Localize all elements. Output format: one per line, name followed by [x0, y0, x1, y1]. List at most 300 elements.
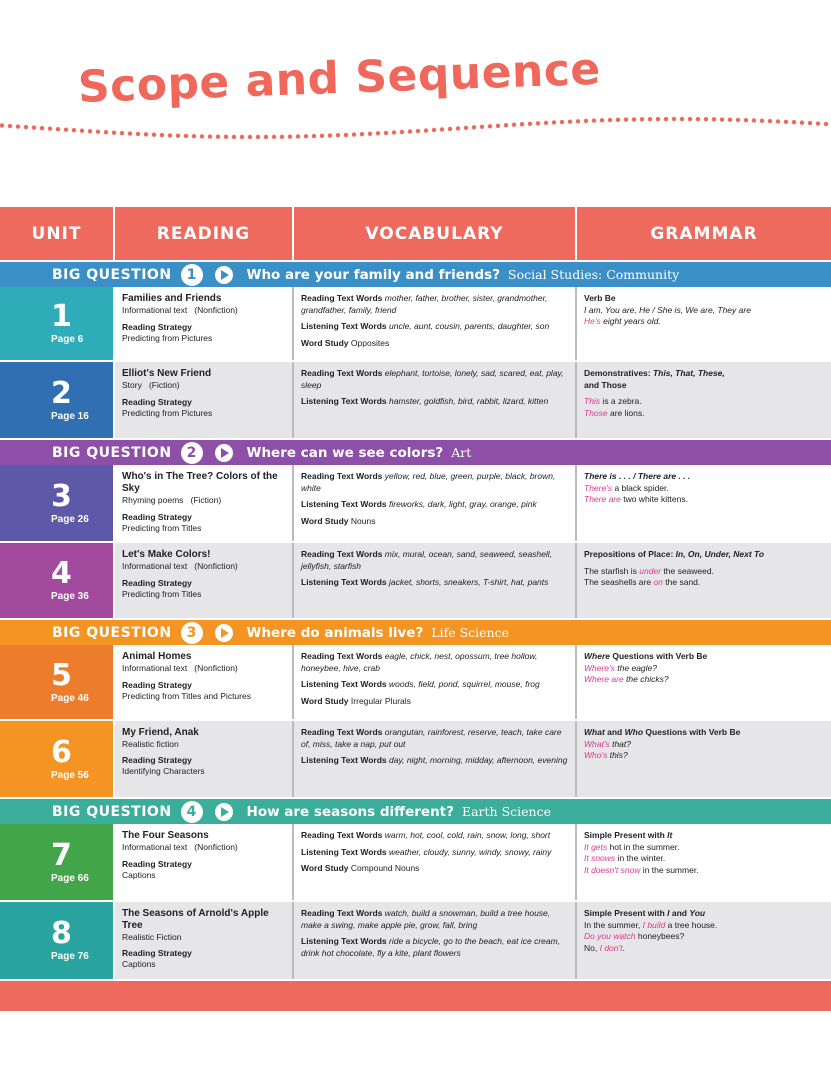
rtw-words: mix, mural, ocean, sand, seaweed, seashell, jellyfish, starfish: [301, 549, 553, 571]
wave-dot: [800, 120, 804, 124]
question-subject: Art: [451, 445, 472, 460]
wave-dot: [304, 134, 308, 138]
strategy-value: Predicting from Titles: [122, 589, 202, 599]
grammar-example-3b: .: [622, 942, 625, 953]
grammar-example-3a: No,: [584, 942, 600, 953]
rtw-label: Reading Text Words: [301, 368, 383, 378]
strategy-label: Reading Strategy: [122, 858, 192, 869]
wave-dot: [784, 120, 788, 124]
wave-dot: [232, 135, 236, 139]
grammar-example-2: eight years old.: [600, 316, 661, 326]
big-question-label: BIG QUESTION: [52, 266, 172, 283]
wave-dot: [272, 135, 276, 139]
strategy-value: Captions: [122, 870, 156, 880]
grammar-highlight: It gets: [584, 841, 608, 852]
ltw-label: Listening Text Words: [301, 577, 387, 587]
question-text: Who are your family and friends?: [246, 266, 501, 283]
question-text: Where can we see colors?: [246, 444, 444, 461]
big-question-label: BIG QUESTION: [52, 624, 172, 641]
wave-dot: [728, 118, 732, 122]
ltw-words: ride a bicycle, go to the beach, eat ice cream, drink hot chocolate, fly a kite, plant flowers: [301, 936, 561, 958]
grammar-title-words-2: You: [689, 908, 706, 918]
strategy-label: Reading Strategy: [122, 321, 192, 332]
grammar-title: Questions with Verb Be: [609, 651, 708, 661]
wave-dot: [600, 118, 604, 122]
reading-cell: [115, 543, 294, 618]
grammar-highlight: Those: [584, 407, 608, 418]
unit-row-1: [0, 287, 831, 362]
reading-title: Who's in The Tree? Colors of the Sky: [122, 471, 278, 494]
grammar-example-1b: the seaweed.: [661, 565, 714, 576]
ws-value: Nouns: [350, 515, 376, 526]
question-number-badge: 4: [181, 801, 203, 823]
grammar-title: Simple Present with: [584, 830, 668, 840]
play-icon[interactable]: [215, 803, 233, 821]
wave-dot: [72, 128, 76, 132]
wave-dot: [344, 133, 348, 137]
grammar-title: Verb Be: [584, 293, 616, 303]
unit-number: 5: [51, 657, 72, 693]
grammar-highlight: What's: [584, 738, 610, 749]
wave-dot: [776, 119, 780, 123]
grammar-example-1: the eagle?: [614, 662, 657, 673]
wave-dot: [400, 130, 404, 134]
question-subject: Social Studies: Community: [508, 267, 680, 282]
wave-dot: [8, 124, 12, 128]
wave-dot: [552, 120, 556, 124]
wave-dot: [248, 135, 252, 139]
unit-page: Page 56: [51, 769, 89, 781]
wave-dot: [216, 135, 220, 139]
strategy-value: Predicting from Titles and Pictures: [122, 691, 251, 701]
grammar-highlight: It snows: [584, 853, 616, 863]
wave-dot: [528, 122, 532, 126]
wave-dot: [80, 129, 84, 133]
strategy-value: Captions: [122, 959, 156, 969]
rtw-label: Reading Text Words: [301, 727, 383, 737]
wave-dot: [680, 117, 684, 121]
wave-dot: [208, 134, 212, 138]
wave-dot: [48, 126, 52, 130]
wave-dot: [64, 128, 68, 132]
grammar-example-2: are lions.: [607, 407, 645, 418]
rtw-label: Reading Text Words: [301, 830, 383, 840]
reading-title: Let's Make Colors!: [122, 549, 211, 560]
header-unit: UNIT: [0, 207, 115, 260]
question-text: Where do animals live?: [246, 624, 424, 641]
ws-label: Word Study: [301, 863, 349, 873]
wave-dot: [392, 130, 396, 134]
wave-dot: [736, 118, 740, 122]
rtw-words: mother, father, brother, sister, grandmother, grandfather, family, friend: [301, 293, 548, 315]
rtw-label: Reading Text Words: [301, 293, 383, 303]
wave-dot: [88, 129, 92, 133]
wave-dot: [520, 122, 524, 126]
table-header: [0, 207, 831, 262]
grammar-example-1: I am, You are, He / She is, We are, They are: [584, 304, 751, 315]
ws-label: Word Study: [301, 695, 349, 706]
rtw-label: Reading Text Words: [301, 549, 383, 559]
wave-dot: [408, 129, 412, 133]
rtw-words: elephant, tortoise, lonely, sad, scared, eat, play, sleep: [301, 368, 564, 390]
wave-dot: [768, 119, 772, 123]
wave-dot: [328, 133, 332, 137]
wave-dot: [176, 133, 180, 137]
unit-number: 6: [51, 734, 72, 770]
grammar-title-words: In, On, Under, Next To: [675, 549, 765, 559]
grammar-cell: [577, 543, 831, 618]
wave-dot: [416, 129, 420, 133]
rtw-label: Reading Text Words: [301, 471, 383, 481]
grammar-highlight: on: [653, 577, 663, 587]
wave-dot: [568, 119, 572, 123]
genre: (Fiction): [148, 380, 180, 390]
grammar-highlight: There are: [584, 494, 621, 504]
unit-number-cell: [0, 902, 115, 979]
reading-cell: [115, 287, 294, 360]
wave-dot: [264, 135, 268, 139]
grammar-title: Simple Present with: [584, 908, 668, 918]
grammar-cell: [577, 721, 831, 797]
unit-page: Page 36: [51, 591, 89, 602]
wave-dot: [672, 117, 676, 121]
wave-dot: [184, 134, 188, 138]
big-question-1: [0, 262, 831, 287]
wave-dot: [384, 131, 388, 135]
rtw-words: warm, hot, cool, cold, rain, snow, long, short: [384, 830, 551, 840]
question-number-badge: 3: [181, 622, 203, 644]
grammar-cell: [577, 287, 831, 360]
ltw-words: uncle, aunt, cousin, parents, daughter, son: [389, 321, 550, 331]
reading-title: Animal Homes: [122, 651, 192, 662]
unit-number: 8: [51, 916, 72, 951]
wave-dot: [688, 117, 692, 121]
unit-number-cell: [0, 465, 115, 541]
grammar-example-2: honeybees?: [635, 931, 685, 941]
wave-dot: [792, 120, 796, 124]
wave-dot: [464, 126, 468, 130]
wave-dot: [320, 134, 324, 138]
wave-dot: [360, 132, 364, 136]
rtw-words: eagle, chick, nest, opossum, tree hollow, honeybee, hive, crab: [301, 651, 538, 673]
wave-dot: [56, 127, 60, 131]
grammar-highlight: Who's: [584, 750, 608, 760]
wave-dot: [168, 133, 172, 137]
header-reading: READING: [115, 207, 294, 260]
wave-dot: [624, 117, 628, 121]
strategy-label: Reading Strategy: [122, 577, 192, 588]
vocabulary-cell: [294, 362, 577, 438]
unit-row-4: [0, 543, 831, 620]
grammar-example-3: in the summer.: [640, 864, 699, 875]
ws-value: Irregular Plurals: [350, 695, 411, 706]
ltw-label: Listening Text Words: [301, 499, 387, 509]
grammar-title-words: Where: [584, 651, 610, 661]
wave-dot: [120, 131, 124, 135]
unit-row-3: [0, 465, 831, 543]
wave-dot: [240, 135, 244, 139]
grammar-example-2b: the sand.: [662, 577, 701, 587]
big-question-4: [0, 799, 831, 824]
ltw-label: Listening Text Words: [301, 755, 387, 765]
grammar-highlight: Where's: [584, 662, 615, 673]
grammar-example-1a: The starfish is: [584, 565, 640, 576]
ws-value: Compound Nouns: [350, 863, 420, 873]
vocabulary-cell: [294, 721, 577, 797]
unit-number-cell: [0, 362, 115, 438]
grammar-title: There is . . . / There are . . .: [584, 471, 691, 481]
reading-cell: [115, 362, 294, 438]
reading-title: The Seasons of Arnold's Apple Tree: [122, 908, 269, 931]
strategy-value: Predicting from Titles: [122, 523, 202, 533]
wave-dot: [488, 124, 492, 128]
vocabulary-cell: [294, 287, 577, 360]
strategy-label: Reading Strategy: [122, 754, 192, 765]
strategy-label: Reading Strategy: [122, 679, 192, 690]
wave-dot: [312, 134, 316, 138]
grammar-cell: [577, 465, 831, 541]
unit-number-cell: [0, 645, 115, 719]
unit-number: 3: [51, 478, 72, 514]
grammar-example-1: a black spider.: [612, 482, 669, 493]
wave-dot: [440, 127, 444, 131]
wave-dot: [368, 132, 372, 136]
unit-page: Page 26: [51, 513, 89, 525]
wave-dot: [160, 133, 164, 137]
play-icon[interactable]: [215, 266, 233, 284]
unit-row-6: [0, 721, 831, 799]
genre: (Nonfiction): [194, 842, 238, 852]
grammar-cell: [577, 824, 831, 900]
header-vocabulary: VOCABULARY: [294, 207, 577, 260]
wave-dot: [472, 125, 476, 129]
unit-number: 2: [51, 375, 72, 411]
wave-dot: [480, 125, 484, 129]
unit-row-5: [0, 645, 831, 721]
wave-dot: [632, 117, 636, 121]
wave-dot: [712, 117, 716, 121]
wave-dot: [32, 125, 36, 129]
grammar-title-cont: and Those: [584, 379, 627, 390]
unit-page: Page 76: [51, 951, 89, 962]
strategy-label: Reading Strategy: [122, 396, 192, 407]
reading-cell: [115, 721, 294, 797]
grammar-title-words: I: [667, 908, 670, 918]
unit-number: 4: [51, 556, 72, 591]
wave-dot: [456, 126, 460, 130]
reading-cell: [115, 465, 294, 541]
wave-dot: [704, 117, 708, 121]
wave-dot: [288, 134, 292, 138]
ltw-label: Listening Text Words: [301, 679, 387, 689]
big-question-3: [0, 620, 831, 645]
wave-dot: [0, 123, 4, 127]
grammar-title-words: What: [584, 727, 605, 737]
unit-number: 1: [51, 299, 72, 334]
vocabulary-cell: [294, 645, 577, 719]
rtw-label: Reading Text Words: [301, 908, 383, 918]
reading-title: The Four Seasons: [122, 830, 209, 841]
text-type: Informational text: [122, 663, 188, 673]
strategy-label: Reading Strategy: [122, 511, 192, 522]
text-type: Informational text: [122, 305, 188, 315]
unit-row-8: [0, 902, 831, 981]
wave-dot: [224, 135, 228, 139]
grammar-highlight: It doesn't snow: [584, 864, 641, 875]
text-type: Rhyming poems: [122, 495, 184, 505]
wave-dot: [744, 118, 748, 122]
reading-title: Elliot's New Friend: [122, 368, 212, 379]
genre: (Fiction): [190, 495, 222, 505]
wave-dot: [496, 124, 500, 128]
unit-number-cell: [0, 721, 115, 797]
grammar-example-1: is a zebra.: [600, 396, 642, 406]
grammar-title-words: This, That, These,: [652, 368, 725, 378]
wave-dot: [664, 117, 668, 121]
rtw-label: Reading Text Words: [301, 651, 383, 661]
wave-dot: [336, 133, 340, 137]
reading-cell: [115, 645, 294, 719]
wave-dot: [648, 117, 652, 121]
wave-dot: [280, 135, 284, 139]
grammar-title-words-2: Who: [624, 727, 644, 737]
grammar-example-2: the chicks?: [623, 674, 669, 684]
header-grammar: GRAMMAR: [650, 223, 758, 244]
wave-dot: [144, 132, 148, 136]
wave-dot: [816, 121, 820, 125]
big-question-2: [0, 440, 831, 465]
wave-dot: [376, 131, 380, 135]
ltw-label: Listening Text Words: [301, 396, 387, 406]
unit-page: Page 66: [51, 872, 89, 884]
text-type: Realistic fiction: [122, 739, 179, 749]
grammar-example-2a: The seashells are: [584, 577, 654, 587]
wave-dot: [128, 131, 132, 135]
grammar-example-2: this?: [607, 750, 628, 760]
grammar-title-2: and: [669, 908, 690, 918]
wave-dot: [352, 132, 356, 136]
wave-dot: [192, 134, 196, 138]
ltw-label: Listening Text Words: [301, 936, 387, 946]
unit-number-cell: [0, 543, 115, 618]
play-icon[interactable]: [215, 624, 233, 642]
wave-dot: [640, 117, 644, 121]
unit-page: Page 46: [51, 692, 89, 704]
grammar-example-1: that?: [609, 738, 631, 749]
unit-page: Page 6: [51, 334, 84, 345]
unit-row-2: [0, 362, 831, 440]
text-type: Informational text: [122, 561, 188, 571]
big-question-label: BIG QUESTION: [52, 803, 172, 820]
strategy-value: Identifying Characters: [122, 766, 205, 776]
question-number-badge: 2: [181, 442, 203, 464]
wave-dot: [544, 121, 548, 125]
wave-dot: [152, 133, 156, 137]
ltw-words: day, night, morning, midday, afternoon, evening: [389, 755, 568, 765]
strategy-label: Reading Strategy: [122, 947, 192, 958]
wave-dot: [24, 125, 28, 129]
wave-dot: [96, 130, 100, 134]
vocabulary-cell: [294, 824, 577, 900]
wave-dot: [656, 117, 660, 121]
unit-number-cell: [0, 824, 115, 900]
page-title: Scope and Sequence: [77, 43, 602, 113]
big-question-label: BIG QUESTION: [52, 444, 172, 461]
wave-dot: [448, 127, 452, 131]
grammar-highlight: There's: [584, 482, 613, 493]
question-text: How are seasons different?: [246, 803, 454, 820]
question-number-badge: 1: [181, 264, 203, 286]
reading-cell: [115, 824, 294, 900]
wave-dot: [720, 117, 724, 121]
genre: (Nonfiction): [194, 305, 238, 315]
grammar-example-1: hot in the summer.: [607, 841, 680, 852]
ltw-words: fireworks, dark, light, gray, orange, pink: [389, 499, 537, 509]
unit-row-7: [0, 824, 831, 902]
wave-dot: [536, 121, 540, 125]
scope-sequence-table: [0, 207, 831, 1011]
genre: (Nonfiction): [194, 663, 238, 673]
grammar-cell: [577, 362, 831, 438]
wave-dot: [824, 122, 828, 126]
vocabulary-cell: [294, 902, 577, 979]
grammar-example-1a: In the summer,: [584, 919, 643, 930]
rtw-words: yellow, red, blue, green, purple, black, brown, white: [301, 471, 556, 493]
ltw-label: Listening Text Words: [301, 321, 387, 331]
grammar-cell: [577, 645, 831, 719]
grammar-title: and: [604, 727, 625, 737]
vocabulary-cell: [294, 543, 577, 618]
ltw-words: hamster, goldfish, bird, rabbit, lizard, kitten: [389, 396, 549, 406]
wave-dot: [424, 128, 428, 132]
wave-dot: [504, 123, 508, 127]
grammar-cell: [577, 902, 831, 979]
wave-dot: [696, 117, 700, 121]
ltw-words: woods, field, pond, squirrel, mouse, frog: [389, 679, 540, 689]
ltw-words: jacket, shorts, sneakers, T-shirt, hat, pants: [389, 577, 549, 587]
wave-dot: [200, 134, 204, 138]
ws-label: Word Study: [301, 515, 349, 526]
question-subject: Life Science: [431, 625, 510, 640]
grammar-example-2: two white kittens.: [620, 494, 688, 504]
wave-dot: [608, 118, 612, 122]
wave-dot: [112, 130, 116, 134]
grammar-highlight: under: [639, 565, 662, 576]
strategy-value: Predicting from Pictures: [122, 408, 213, 418]
text-type: Realistic Fiction: [122, 932, 182, 942]
ltw-words: weather, cloudy, sunny, windy, snowy, rainy: [389, 846, 552, 857]
ws-label: Word Study: [301, 337, 349, 348]
grammar-title: Prepositions of Place:: [584, 549, 676, 559]
rtw-words: watch, build a snowman, build a tree house, make a swing, make apple pie, grow, fall, bring: [301, 908, 551, 930]
wave-dot: [808, 121, 812, 125]
play-icon[interactable]: [215, 444, 233, 462]
grammar-example-1b: a tree house.: [665, 919, 718, 930]
grammar-example-2: in the winter.: [615, 853, 666, 863]
wave-dot: [584, 119, 588, 123]
reading-title: My Friend, Anak: [122, 727, 199, 738]
grammar-highlight: I don't: [599, 942, 623, 953]
grammar-highlight: This: [584, 396, 601, 406]
text-type: Story: [122, 380, 142, 390]
wave-dot: [760, 119, 764, 123]
dotted-wave-decoration: [0, 90, 831, 170]
wave-dot: [256, 135, 260, 139]
wave-dot: [16, 124, 20, 128]
rtw-words: orangutan, rainforest, reserve, teach, take care of, miss, take a nap, put out: [301, 727, 562, 749]
question-subject: Earth Science: [461, 804, 551, 819]
wave-dot: [512, 123, 516, 127]
